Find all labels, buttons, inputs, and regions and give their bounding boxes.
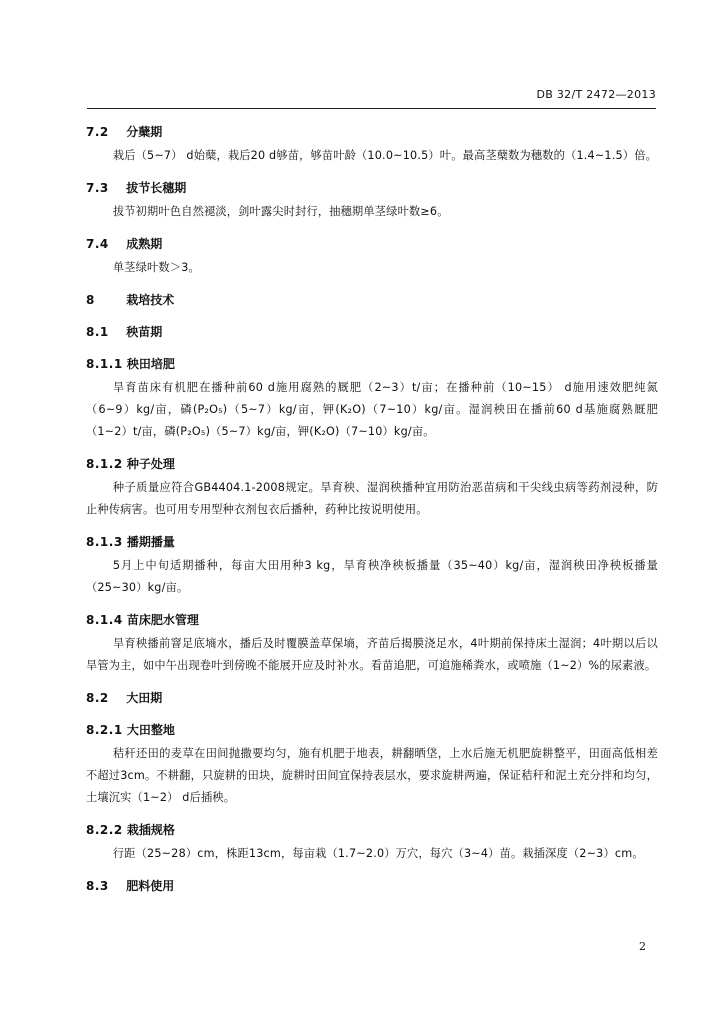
section-heading [86,531,658,553]
section-number: 7.4 [86,237,109,251]
section-title: 苗床肥水管理 [126,613,199,627]
body-paragraph: 种子质量应符合GB4404.1-2008规定。旱育秧、湿润秧播种宜用防治恶苗病和干尖线虫病等药剂浸种，防止种传病害。也可用专用型种衣剂包衣后播种，药种比按说明使用。 [86,481,658,516]
section-number: 8.1.3 [86,535,123,549]
body-paragraph: 栽后（5~7） d始蘖，栽后20 d够苗，够苗叶龄（10.0~10.5）叶。最高茎蘖数为穗数的（1.4~1.5）倍。 [112,149,657,162]
section-heading [86,719,658,741]
section-title: 秧田培肥 [126,357,175,371]
section-number: 8.2 [86,691,109,705]
section-number: 8.1.1 [86,357,123,371]
section-number: 7.3 [86,181,109,195]
body-paragraph: 旱育苗床有机肥在播种前60 d施用腐熟的厩肥（2~3）t/亩；在播种前（10~15） d施用速效肥纯氮（6~9）kg/亩，磷(P₂O₅)（5~7）kg/亩，钾(K₂O)（7~10）kg/亩。湿润秧田在播前60 d基施腐熟厩肥（1~2）t/亩，磷(P₂O₅)（5~7）kg/亩，钾(K₂O)（7~10）kg/亩。 [86,381,658,438]
section-heading [86,453,658,475]
body-paragraph: 旱育秧播前窨足底墒水，播后及时覆膜盖草保墒，齐苗后揭膜浇足水，4叶期前保持床土湿润；4叶期以后以旱管为主，如中午出现卷叶到傍晚不能展开应及时补水。看苗追肥，可追施稀粪水，或喷施（1~2）%的尿素液。 [86,637,658,672]
section-title: 大田整地 [126,723,175,737]
section-title: 栽培技术 [126,293,175,307]
section-title: 种子处理 [126,457,175,471]
header-rule [87,108,656,109]
body-paragraph: 秸秆还田的麦草在田间抛撒要均匀，施有机肥于地表，耕翻晒垡，上水后施无机肥旋耕整平，田面高低相差不超过3cm。不耕翻，只旋耕的田块，旋耕时田间宜保持表层水，要求旋耕两遍，保证秸秆和泥土充分拌和均匀，土壤沉实（1~2） d后插秧。 [86,747,658,804]
section-number: 8.1 [86,325,109,339]
section-heading [86,289,658,311]
body-paragraph: 单茎绿叶数＞3。 [112,261,200,274]
section-title: 秧苗期 [126,325,163,339]
section-heading [86,875,658,897]
page-number: 2 [639,940,646,953]
section-number: 8 [86,293,95,307]
section-heading [86,353,658,375]
section-title: 播期播量 [126,535,175,549]
section-title: 分蘖期 [126,125,163,139]
section-title: 肥料使用 [126,879,175,893]
section-number: 8.1.2 [86,457,123,471]
section-heading [86,177,658,199]
section-heading [86,819,658,841]
document-body [86,121,658,907]
section-heading [86,321,658,343]
doc-code-header: DB 32/T 2472—2013 [536,88,656,101]
section-number: 8.3 [86,879,109,893]
section-number: 8.2.1 [86,723,123,737]
section-number: 8.2.2 [86,823,123,837]
section-heading [86,609,658,631]
body-paragraph: 行距（25~28）cm，株距13cm，每亩栽（1.7~2.0）万穴，每穴（3~4）苗。栽插深度（2~3）cm。 [112,847,644,860]
section-number: 8.1.4 [86,613,123,627]
section-title: 大田期 [126,691,163,705]
section-heading [86,687,658,709]
section-heading [86,233,658,255]
section-title: 拔节长穗期 [126,181,187,195]
body-paragraph: 5月上中旬适期播种，每亩大田用种3 kg，旱育秧净秧板播量（35~40）kg/亩，湿润秧田净秧板播量（25~30）kg/亩。 [86,559,658,594]
section-title: 栽插规格 [126,823,175,837]
section-heading [86,121,658,143]
section-number: 7.2 [86,125,109,139]
body-paragraph: 拔节初期叶色自然褪淡，剑叶露尖时封行，抽穗期单茎绿叶数≥6。 [112,205,449,218]
section-title: 成熟期 [126,237,163,251]
